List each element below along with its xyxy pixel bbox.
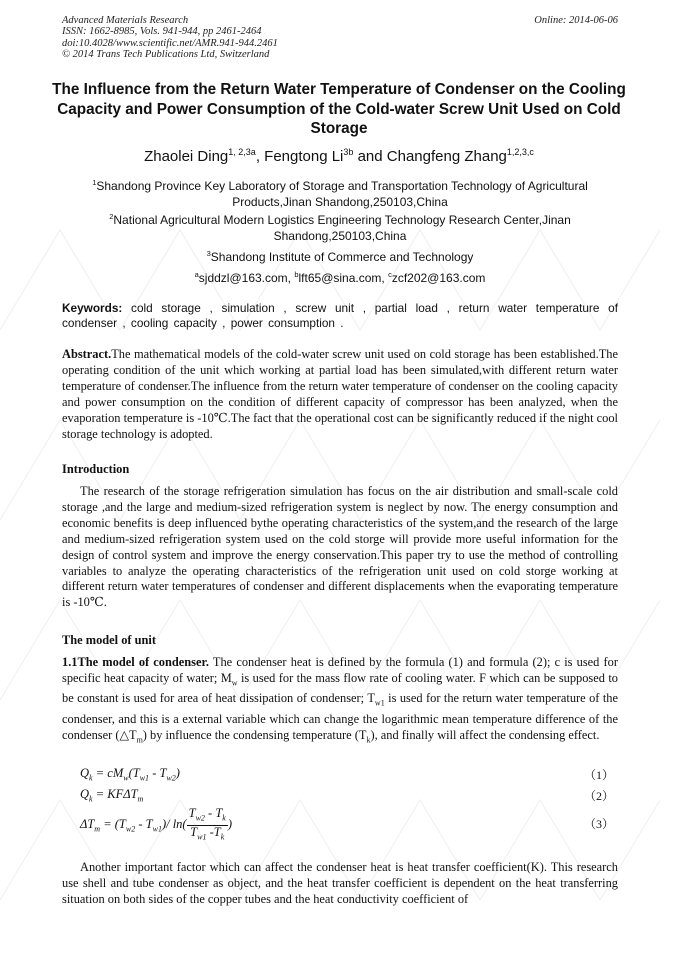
author-separator: , [255, 148, 265, 165]
section-heading-introduction: Introduction [62, 462, 130, 476]
email-marker: a [194, 270, 199, 279]
equation-2: $Q_k = KF\Delta T_m$ [80, 787, 144, 804]
paragraph-text: is used for the mass flow rate of cooling water. F which can be supposed to be constant is used for area of heat dissipation of condenser; T [62, 670, 618, 706]
online-date: Online: 2014-06-06 [534, 15, 618, 26]
paragraph-text: ) by influence the condensing temperature (T [142, 727, 367, 742]
journal-name: Advanced Materials Research [62, 15, 189, 26]
affiliation-text: Shandong Province Key Laboratory of Storage and Transportation Technology of Agricultural Products,Jinan Shandong,250103,China [96, 179, 588, 209]
email-link[interactable]: sjddzl@163.com, [198, 271, 295, 285]
author-name: Changfeng Zhang [386, 148, 507, 165]
abstract-text: The mathematical models of the cold-water screw unit used on cold storage has been established.The operating condition of the unit which working at partial load has been simulated,with different return water temperature of condenser.The influence from the return water temperature of condenser on the cooling capacity and power consumption on the condition of different capacity of compressor has been analyzed, when the evaporation temperature is -10℃.The fact that the operational cost can be significantly reduced if the night cool storage technology is adopted. [62, 347, 618, 441]
section-heading-model: The model of unit [62, 633, 156, 647]
abstract [62, 347, 618, 442]
author-name: Zhaolei Ding [144, 148, 229, 165]
affiliation-marker: 2 [109, 212, 114, 221]
author-name: Fengtong Li [264, 148, 344, 165]
keywords [62, 301, 618, 332]
equation-3-number: （3） [583, 817, 614, 831]
email-marker: c [388, 270, 392, 279]
email-marker: b [294, 270, 299, 279]
paragraph-text: The condenser heat is defined by the formula (1) and formula (2); c is used for specific heat capacity of water; M [62, 655, 618, 685]
author-affiliation-marker: 1,2,3,c [506, 147, 534, 157]
equation-1: $Q_k = cM_w(T_{w1} - T_{w2})$ [80, 766, 180, 783]
affiliation-marker: 1 [92, 178, 97, 187]
affiliation-3 [62, 246, 618, 266]
paragraph-text: ), and finally will affect the condensing effect. [370, 727, 600, 742]
author-affiliation-marker: 3b [343, 147, 354, 157]
subscript: k [366, 735, 371, 745]
introduction-text: The research of the storage refrigeration simulation has focus on the air distribution and small-scale cold storage ,and the large and medium-sized refrigeration system is neglect by now. The energy consumption and economic benefits is deep influenced bythe operating characteristics of the system,and the research of the large and medium-sized refrigeration system used on the cold storge will provide more useful information for the design of control system and improve the energy conservation.This paper try to use the method of controlling variables to analyze the operating characteristics of the refrigeration unit used on cold storge working at different return water temperatures of condenser and different displacements when the evaporating temperature is -10℃. [62, 484, 618, 610]
author-affiliation-marker: 1, 2,3a [228, 147, 256, 157]
copyright-line: © 2014 Trans Tech Publications Ltd, Switzerland [62, 48, 270, 60]
equation-1-number: （1） [583, 768, 614, 782]
subscript: w1 [374, 698, 385, 708]
issn-line: ISSN: 1662-8985, Vols. 941-944, pp 2461-2464 [62, 26, 262, 38]
keywords-label: Keywords: [62, 301, 123, 315]
equation-2-number: （2） [583, 789, 614, 803]
doi-line: doi:10.4028/www.scientific.net/AMR.941-944.2461 [62, 37, 278, 49]
affiliation-text: National Agricultural Modern Logistics Engineering Technology Research Center,Jinan Shandong,250103,China [113, 213, 571, 243]
affiliation-marker: 3 [206, 249, 211, 258]
paragraph-text: is used for the return water temperature of the condenser, and this is a external variable which can change the logarithmic mean temperature difference of the condenser (△T [62, 691, 618, 742]
paper-title: The Influence from the Return Water Temperature of Condenser on the Cooling Capacity and Power Consumption of the Cold-water Screw Unit Used on Cold Storage [52, 81, 626, 137]
equation-3: $\Delta T_m = (T_{w2} - T_{w1})/$ ln( $\frac{T_{w2} - T_k}{T_{w1} -T_k}$ ) [80, 806, 233, 841]
affiliation-text: Shandong Institute of Commerce and Technology [210, 250, 474, 264]
journal-header [62, 15, 618, 60]
email-line [62, 267, 618, 287]
model-paragraph-2: Another important factor which can affect the condenser heat is heat transfer coefficient(K). This research use shell and tube condenser as object, and the heat transfer coefficient is dependent on the heat transferring situation on both sides of the copper tubes and the heat conductivity coefficient of [62, 860, 618, 906]
author-list [40, 147, 638, 165]
subscript: w [231, 678, 238, 688]
email-link[interactable]: lft65@sina.com, [298, 271, 389, 285]
email-link[interactable]: zcf202@163.com [391, 271, 486, 285]
keywords-text: cold storage , simulation , screw unit , partial load , return water temperature of condenser , cooling capacity , power consumption . [62, 301, 618, 331]
subscript: m [136, 735, 143, 745]
condenser-model-paragraph [62, 655, 618, 748]
author-separator: and [353, 148, 387, 165]
affiliation-1 [62, 175, 618, 210]
subsection-heading: 1.1The model of condenser. [62, 655, 209, 669]
affiliation-2 [62, 209, 618, 244]
abstract-label: Abstract. [62, 347, 112, 361]
